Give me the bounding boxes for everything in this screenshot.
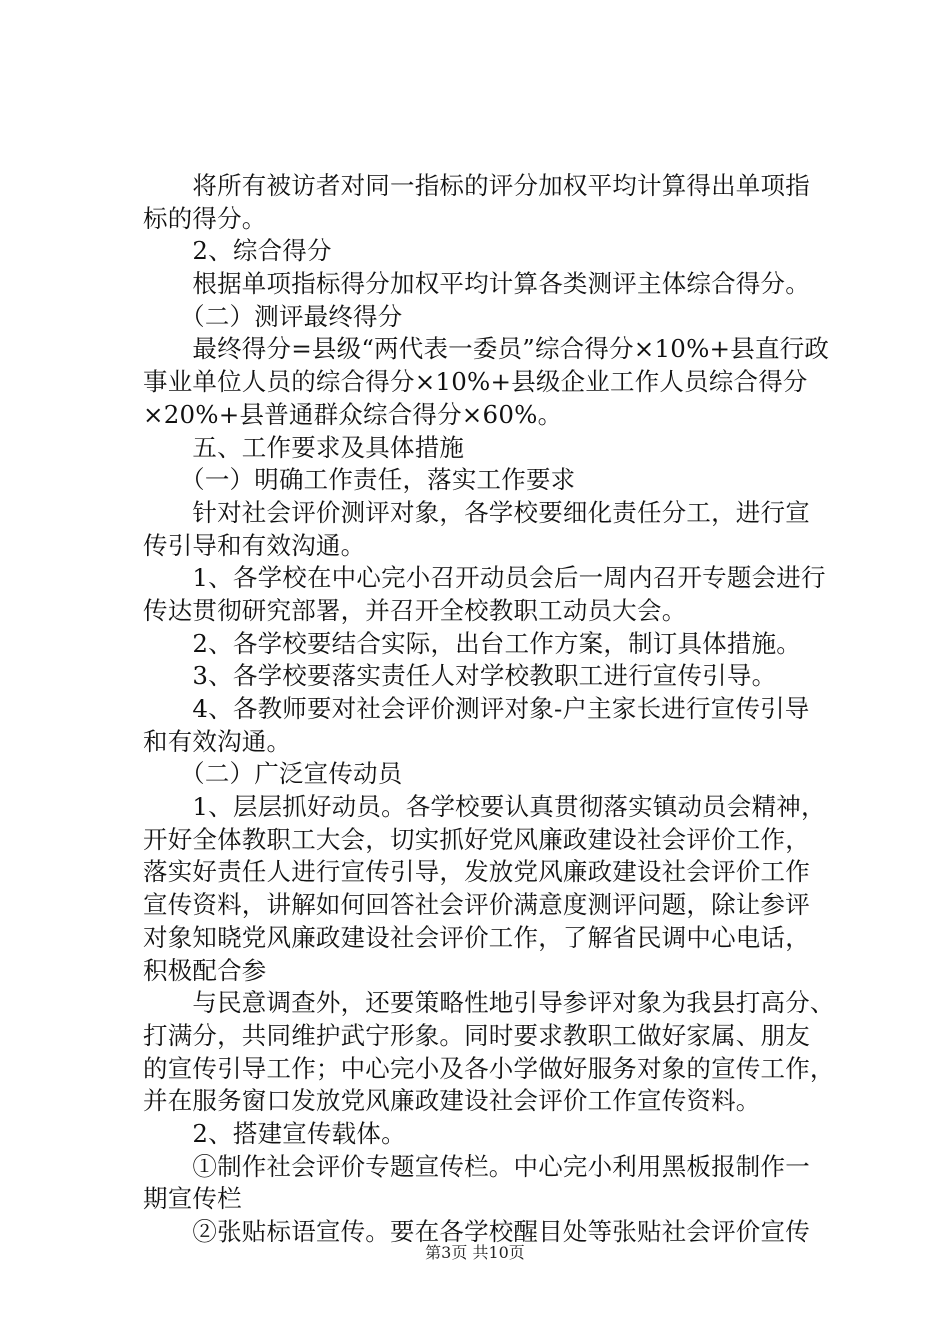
text-line: 与民意调查外，还要策略性地引导参评对象为我县打高分、 bbox=[143, 988, 835, 1018]
text-line: 将所有被访者对同一指标的评分加权平均计算得出单项指 bbox=[143, 171, 810, 200]
text-line: 4、各教师要对社会评价测评对象-户主家长进行宣传引导 bbox=[143, 694, 810, 723]
text-line: 的宣传引导工作；中心完小及各小学做好服务对象的宣传工作， bbox=[143, 1053, 835, 1083]
text-line: 2、综合得分 bbox=[143, 236, 332, 266]
text-line: 和有效沟通。 bbox=[143, 726, 292, 756]
text-line: 五、工作要求及具体措施 bbox=[143, 432, 465, 462]
text-line: 最终得分=县级“两代表一委员”综合得分×10%+县直行政 bbox=[143, 334, 830, 364]
page-number-footer: 第3页 共10页 bbox=[425, 1243, 525, 1262]
text-line: ②张贴标语宣传。要在各学校醒目处等张贴社会评价宣传 bbox=[143, 1217, 810, 1246]
text-line: 宣传资料，讲解如何回答社会评价满意度测评问题，除让参评 bbox=[143, 890, 810, 920]
text-line: （二）测评最终得分 bbox=[143, 301, 403, 331]
text-line: 根据单项指标得分加权平均计算各类测评主体综合得分。 bbox=[143, 269, 810, 299]
text-line: 传引导和有效沟通。 bbox=[143, 530, 366, 560]
text-line: 针对社会评价测评对象，各学校要细化责任分工，进行宣 bbox=[143, 497, 810, 527]
text-line: （一）明确工作责任，落实工作要求 bbox=[143, 465, 576, 495]
text-line: 事业单位人员的综合得分×10%+县级企业工作人员综合得分 bbox=[143, 367, 808, 397]
text-line: 并在服务窗口发放党风廉政建设社会评价工作宣传资料。 bbox=[143, 1086, 761, 1116]
text-line: 开好全体教职工大会，切实抓好党风廉政建设社会评价工作， bbox=[143, 824, 810, 854]
text-line: 1、层层抓好动员。各学校要认真贯彻落实镇动员会精神， bbox=[143, 792, 826, 822]
text-line: 2、搭建宣传载体。 bbox=[143, 1118, 406, 1148]
text-line: 3、各学校要落实责任人对学校教职工进行宣传引导。 bbox=[143, 661, 777, 691]
text-line: 1、各学校在中心完小召开动员会后一周内召开专题会进行 bbox=[143, 563, 826, 593]
text-line: 2、各学校要结合实际，出台工作方案，制订具体措施。 bbox=[143, 628, 801, 658]
text-line: 积极配合参 bbox=[143, 955, 267, 985]
text-line: 打满分，共同维护武宁形象。同时要求教职工做好家属、朋友 bbox=[143, 1020, 810, 1050]
text-line: ×20%+县普通群众综合得分×60%。 bbox=[143, 399, 563, 429]
text-line: 对象知晓党风廉政建设社会评价工作，了解省民调中心电话， bbox=[143, 922, 810, 952]
text-line: 标的得分。 bbox=[143, 203, 267, 233]
text-line: ①制作社会评价专题宣传栏。中心完小利用黑板报制作一 bbox=[143, 1151, 810, 1181]
document-body bbox=[143, 170, 843, 1249]
text-line: （二）广泛宣传动员 bbox=[143, 759, 403, 789]
text-line: 传达贯彻研究部署，并召开全校教职工动员大会。 bbox=[143, 595, 687, 625]
text-line: 期宣传栏 bbox=[143, 1184, 242, 1214]
text-line: 落实好责任人进行宣传引导，发放党风廉政建设社会评价工作 bbox=[143, 857, 810, 887]
